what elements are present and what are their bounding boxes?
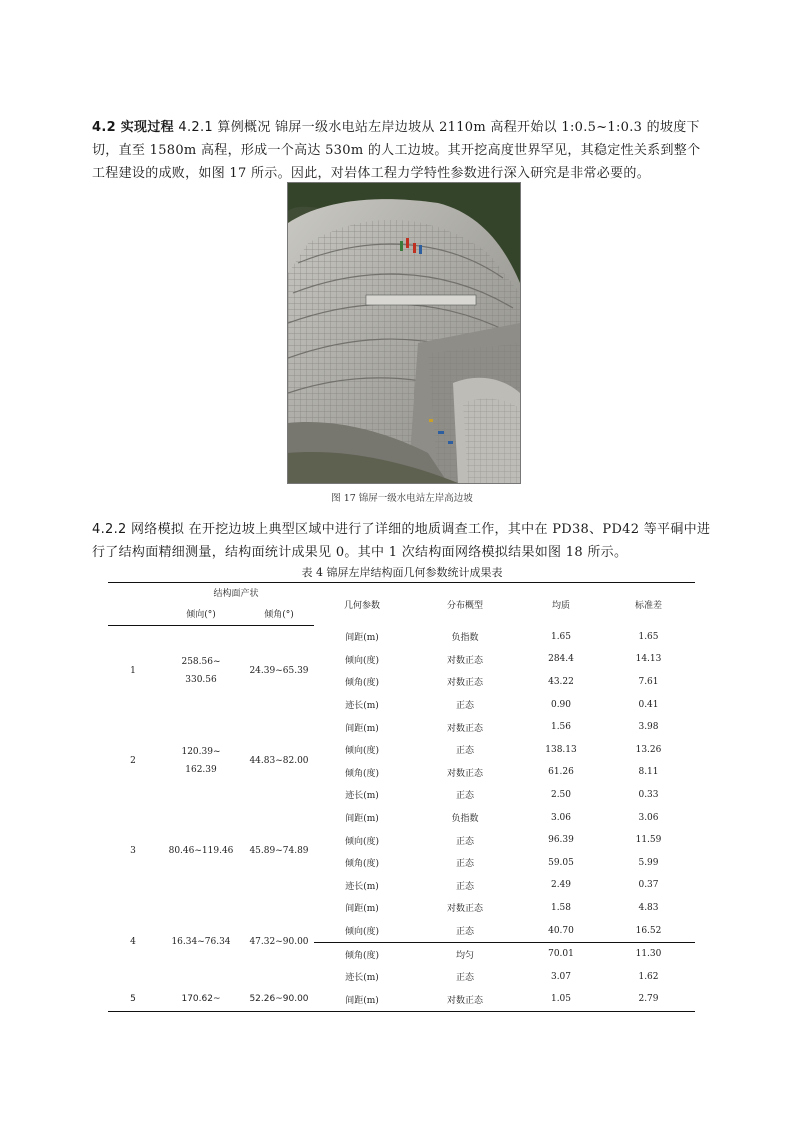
table-row [108, 806, 695, 829]
cell-param: 迹长(m) [345, 791, 379, 802]
figure-caption: 图 17 锦屏一级水电站左岸高边坡 [331, 493, 473, 504]
table-row [108, 988, 695, 1011]
cell-param: 倾向(度) [344, 927, 380, 938]
cell-param: 间距(m) [345, 633, 379, 644]
cell-dist: 对数正态 [446, 723, 483, 734]
group-dip: 24.39~65.39 [249, 665, 309, 676]
group-dip-dir: 80.46~119.46 [168, 846, 234, 857]
paragraph-text-2: 在开挖边坡上典型区域中进行了详细的地质调查工作，其中在 PD38、PD42 等平硐中进行了结构面精细测量，结构面统计成果见 0。其中 1 次结构面网络模拟结果如图 18 所示。 [92, 522, 711, 560]
cell-std: 5.99 [638, 857, 659, 868]
cell-mean: 2.49 [550, 880, 572, 891]
cell-dist: 正态 [455, 859, 474, 870]
cell-mean: 0.90 [550, 699, 572, 710]
cell-std: 11.59 [635, 835, 662, 846]
structure-plane-statistics-table [108, 582, 695, 1012]
group-id: 5 [108, 988, 158, 1011]
cell-dist: 正态 [455, 746, 474, 757]
header-dip-dir: 倾向(°) [158, 601, 244, 626]
cell-param: 迹长(m) [345, 973, 379, 984]
subsection-heading-2: 4.2.2 网络模拟 [92, 522, 185, 537]
cell-dist: 正态 [455, 927, 474, 938]
cell-std: 8.11 [638, 767, 659, 778]
table-row [108, 897, 695, 920]
dip-dir-line-1: 258.56~ [181, 656, 221, 667]
cell-std: 16.52 [635, 925, 662, 936]
dip-dir-line-2: 162.39 [185, 765, 217, 776]
header-row [108, 583, 695, 602]
cell-mean: 138.13 [545, 744, 577, 755]
paragraph-text: 锦屏一级水电站左岸边坡从 2110m 高程开始以 1:0.5~1:0.3 的坡度下切，直至 1580m 高程，形成一个高达 530m 的人工边坡。其开挖高度世界罕见，其稳定性关系到整个工程建设的成败，如图 17 所示。因此，对岩体工程力学特性参数进行深入研究是非常必要的。 [92, 120, 701, 181]
table-caption: 表 4 锦屏左岸结构面几何参数统计成果表 [301, 566, 503, 579]
slope-photo [287, 182, 521, 484]
cell-dist: 正态 [455, 836, 474, 847]
cell-param: 迹长(m) [345, 701, 379, 712]
cell-std: 14.13 [635, 654, 662, 665]
section-4-2-paragraph [92, 116, 712, 185]
cell-mean: 61.26 [548, 767, 574, 778]
cell-param: 倾角(度) [344, 678, 380, 689]
group-dip-dir: 16.34~76.34 [171, 937, 231, 948]
cell-dist: 正态 [455, 701, 474, 712]
group-id: 1 [130, 665, 136, 676]
cell-mean: 2.50 [550, 789, 572, 800]
cell-dist: 负指数 [451, 814, 479, 825]
cell-param: 倾向(度) [344, 836, 380, 847]
header-std: 标准差 [602, 583, 695, 626]
cell-mean: 284.4 [548, 654, 574, 665]
cell-param: 倾向(度) [344, 655, 380, 666]
cell-param: 间距(m) [345, 723, 379, 734]
header-empty-2 [108, 601, 158, 626]
cell-std: 11.30 [602, 942, 695, 965]
subsection-heading: 4.2.1 算例概况 [178, 120, 271, 135]
cell-param: 倾角(度) [344, 859, 380, 870]
cell-param: 迹长(m) [345, 881, 379, 892]
cell-param: 间距(m) [314, 988, 410, 1011]
cell-param: 间距(m) [345, 814, 379, 825]
cell-dist: 正态 [455, 881, 474, 892]
cell-mean: 1.65 [550, 631, 572, 642]
cell-mean: 3.07 [550, 971, 572, 982]
table-row [108, 626, 695, 649]
cell-std: 4.83 [638, 902, 659, 913]
group-dip: 47.32~90.00 [249, 937, 309, 948]
group-dip: 52.26~90.00 [244, 988, 314, 1011]
cell-dist: 对数正态 [446, 904, 483, 915]
cell-mean: 3.06 [550, 812, 572, 823]
cell-std: 0.37 [638, 880, 659, 891]
group-id: 3 [130, 846, 136, 857]
cell-dist: 均匀 [410, 942, 520, 965]
cell-std: 1.62 [638, 971, 659, 982]
group-id: 4 [130, 937, 136, 948]
header-param: 几何参数 [314, 583, 410, 626]
cell-mean: 59.05 [548, 857, 574, 868]
group-dip-dir [158, 626, 244, 716]
cell-dist: 对数正态 [446, 678, 483, 689]
group-dip-dir [158, 716, 244, 806]
cell-std: 2.79 [602, 988, 695, 1011]
dip-dir-line-2: 330.56 [185, 674, 217, 685]
cell-dist: 正态 [455, 973, 474, 984]
header-dip: 倾角(°) [244, 601, 314, 626]
cell-mean: 96.39 [548, 835, 574, 846]
cell-std: 1.65 [638, 631, 659, 642]
cell-std: 7.61 [638, 676, 659, 687]
cell-std: 3.98 [638, 722, 659, 733]
cell-std: 0.41 [638, 699, 659, 710]
cell-mean: 40.70 [548, 925, 574, 936]
table-row [108, 716, 695, 739]
group-dip-dir: 170.62~ [158, 988, 244, 1011]
cell-param: 间距(m) [345, 904, 379, 915]
dip-dir-line-1: 120.39~ [181, 747, 221, 758]
header-empty [108, 583, 158, 602]
cell-param: 倾向(度) [344, 746, 380, 757]
cell-dist: 对数正态 [410, 988, 520, 1011]
cell-dist: 负指数 [451, 633, 479, 644]
header-group: 结构面产状 [158, 583, 314, 602]
group-dip: 44.83~82.00 [249, 756, 309, 767]
cell-std: 13.26 [635, 744, 662, 755]
section-heading: 4.2 实现过程 [92, 120, 174, 135]
cell-dist: 对数正态 [446, 655, 483, 666]
section-4-2-2-paragraph [92, 518, 712, 564]
cell-mean: 43.22 [548, 676, 574, 687]
group-dip: 45.89~74.89 [249, 846, 309, 857]
header-dist: 分布概型 [410, 583, 520, 626]
cell-std: 3.06 [638, 812, 659, 823]
cell-mean: 70.01 [520, 942, 602, 965]
cell-dist: 正态 [455, 791, 474, 802]
slope-photo-image [288, 183, 520, 483]
cell-mean: 1.05 [520, 988, 602, 1011]
cell-mean: 1.56 [550, 722, 572, 733]
cell-param: 倾角(度) [344, 768, 380, 779]
cell-param: 倾角(度) [314, 942, 410, 965]
header-mean: 均质 [520, 583, 602, 626]
cell-std: 0.33 [638, 789, 659, 800]
group-id: 2 [130, 756, 136, 767]
cell-mean: 1.58 [550, 902, 572, 913]
cell-dist: 对数正态 [446, 768, 483, 779]
